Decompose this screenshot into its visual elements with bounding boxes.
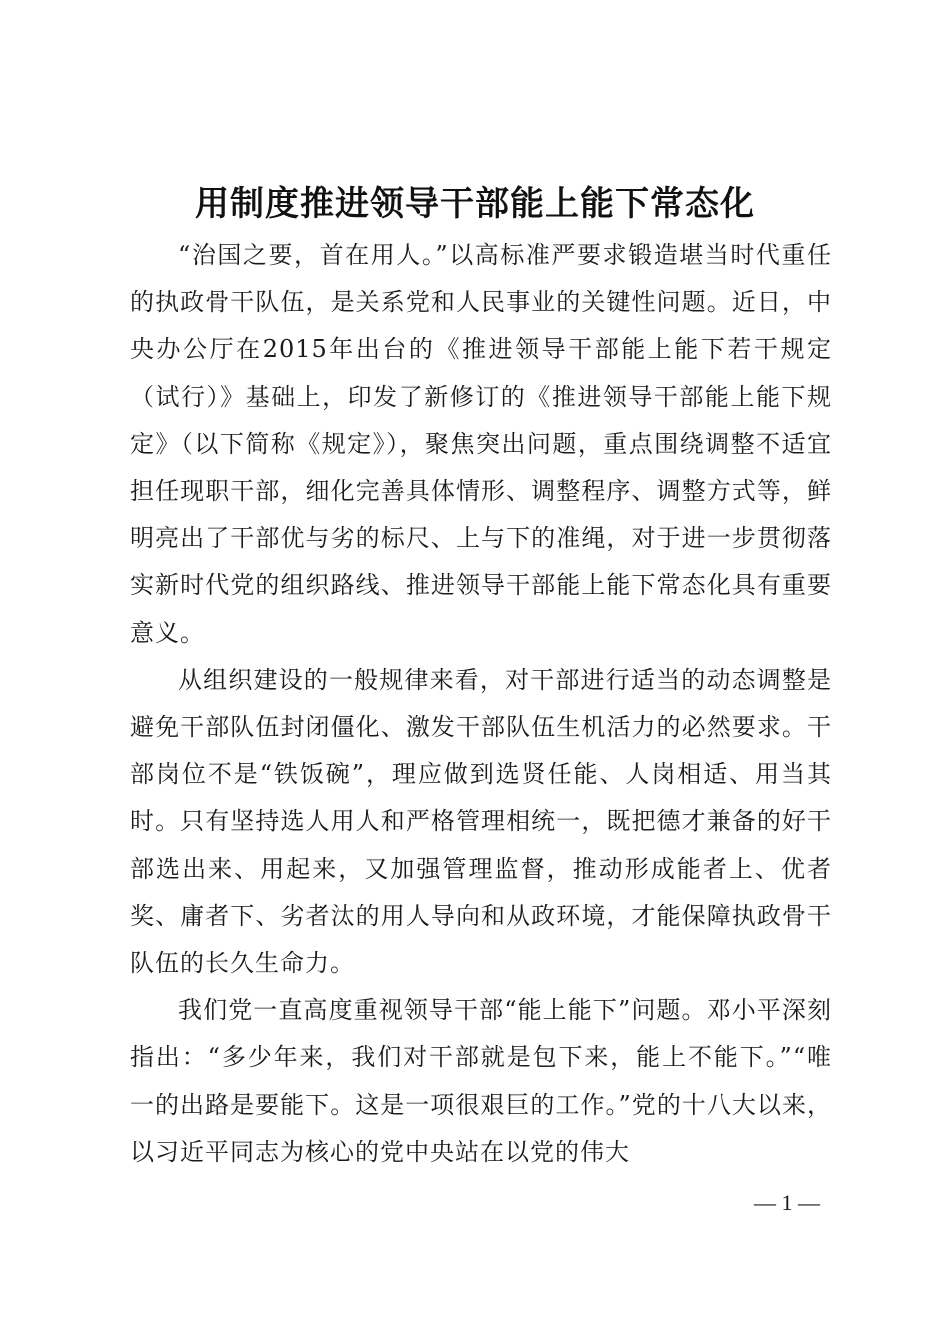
paragraph-1: “治国之要，首在用人。”以高标准严要求锻造堪当时代重任的执政骨干队伍，是关系党和人民事业的关键性问题。近日，中央办公厅在2015年出台的《推进领导干部能上能下若干规定（试行）》基础上，印发了新修订的《推进领导干部能上能下规定》（以下简称《规定》），聚焦突出问题，重点围绕调整不适宜担任现职干部，细化完善具体情形、调整程序、调整方式等，鲜明亮出了干部优与劣的标尺、上与下的准绳，对于进一步贯彻落实新时代党的组织路线、推进领导干部能上能下常态化具有重要意义。 [130,241,832,647]
document-body [130,232,832,1176]
page-number: — 1 — [754,1190,820,1215]
page-title: 用制度推进领导干部能上能下常态化 [195,184,755,224]
paragraph-3: 我们党一直高度重视领导干部“能上能下”问题。邓小平深刻指出：“多少年来，我们对干部就是包下来，能上不能下。”“唯一的出路是要能下。这是一项很艰巨的工作。”党的十八大以来，以习近平同志为核心的党中央站在以党的伟大 [130,996,832,1166]
paragraph-2: 从组织建设的一般规律来看，对干部进行适当的动态调整是避免干部队伍封闭僵化、激发干部队伍生机活力的必然要求。干部岗位不是“铁饭碗”，理应做到选贤任能、人岗相适、用当其时。只有坚持选人用人和严格管理相统一，既把德才兼备的好干部选出来、用起来，又加强管理监督，推动形成能者上、优者奖、庸者下、劣者汰的用人导向和从政环境，才能保障执政骨干队伍的长久生命力。 [130,665,832,978]
